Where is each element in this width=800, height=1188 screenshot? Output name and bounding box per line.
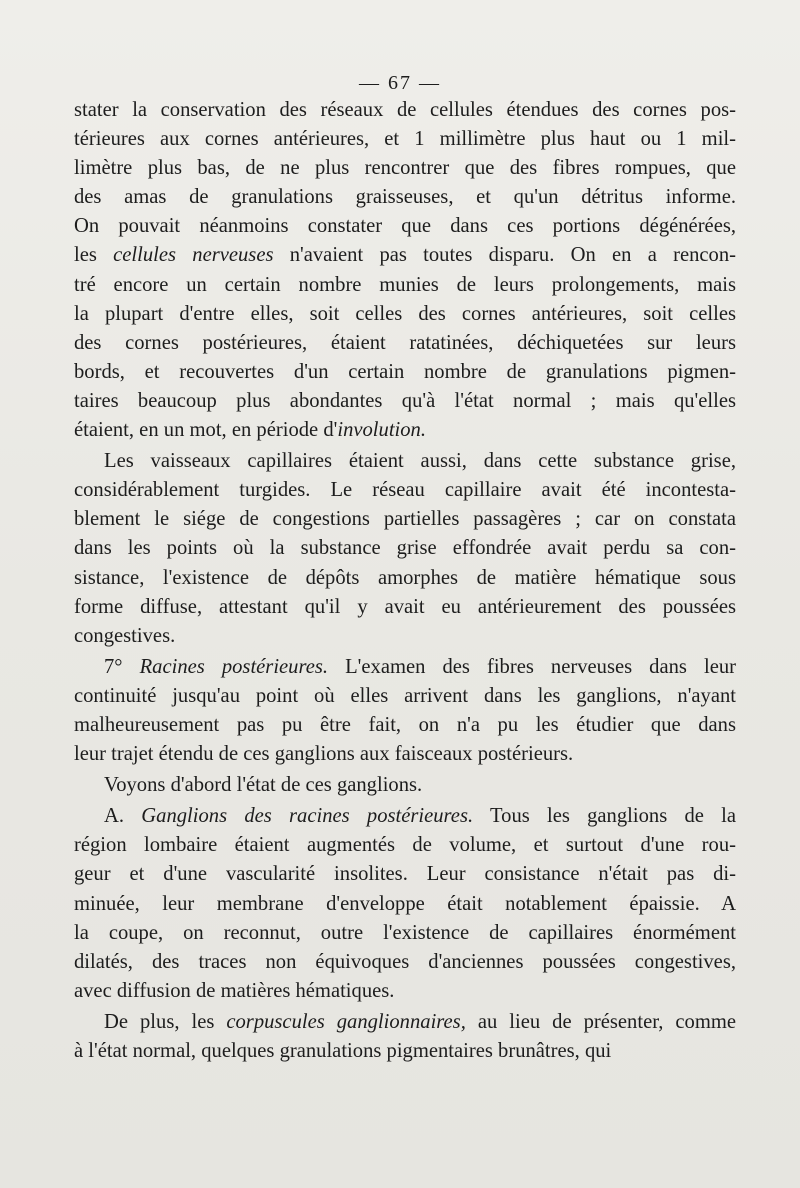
paragraph: [74, 96, 736, 445]
text-line: geur et d'une vascularité insolites. Leur consistance n'était pas di-: [74, 863, 736, 886]
text-line: des cornes postérieures, étaient ratatinées, déchiquetées sur leurs: [74, 331, 736, 354]
text-line: à l'état normal, quelques granulations pigmentaires brunâtres, qui: [74, 1040, 612, 1062]
text-line: les cellules nerveuses n'avaient pas toutes disparu. On en a rencon-: [74, 244, 736, 267]
text-line: la coupe, on reconnut, outre l'existence de capillaires énormément: [74, 921, 736, 944]
paragraph: [74, 653, 736, 769]
text-line: des amas de granulations graisseuses, et qu'un détritus informe.: [74, 186, 736, 209]
text-line: considérablement turgides. Le réseau capillaire avait été incontesta-: [74, 479, 736, 502]
paragraph: [74, 802, 736, 1006]
text-line: limètre plus bas, de ne plus rencontrer que des fibres rompues, que: [74, 157, 736, 180]
text-line: De plus, les corpuscules ganglionnaires, au lieu de présenter, comme: [104, 1010, 736, 1033]
text-line: Voyons d'abord l'état de ces ganglions.: [104, 774, 423, 797]
page-number: — 67 —: [359, 72, 441, 94]
text-line: A. Ganglions des racines postérieures. Tous les ganglions de la: [104, 805, 736, 828]
text-line: stater la conservation des réseaux de cellules étendues des cornes pos-: [74, 99, 736, 121]
text-line: malheureusement pas pu être fait, on n'a pu les étudier que dans: [74, 713, 736, 736]
italic-term: corpuscules ganglionnaires,: [226, 1010, 466, 1033]
paragraph: [74, 1008, 736, 1066]
text-line: bords, et recouvertes d'un certain nombre de granulations pigmen-: [74, 360, 736, 383]
text-line: avec diffusion de matières hématiques.: [74, 979, 395, 1002]
text-line: région lombaire étaient augmentés de volume, et surtout d'une rou-: [74, 834, 736, 857]
text-line: dilatés, des traces non équivoques d'anciennes poussées congestives,: [74, 950, 736, 973]
paragraph: [74, 771, 736, 800]
text-line: congestives.: [74, 624, 176, 647]
text-line: térieures aux cornes antérieures, et 1 millimètre plus haut ou 1 mil-: [74, 128, 736, 151]
text-line: On pouvait néanmoins constater que dans ces portions dégénérées,: [74, 215, 736, 238]
italic-term: cellules nerveuses: [113, 244, 274, 267]
text-line: continuité jusqu'au point où elles arrivent dans les ganglions, n'ayant: [74, 684, 736, 707]
text-line: 7° Racines postérieures. L'examen des fibres nerveuses dans leur: [104, 655, 736, 678]
text-line: forme diffuse, attestant qu'il y avait eu antérieurement des poussées: [74, 595, 736, 618]
text-line: dans les points où la substance grise effondrée avait perdu sa con-: [74, 537, 736, 560]
italic-term: involution.: [337, 419, 427, 442]
italic-term: Ganglions des racines postérieures.: [141, 805, 474, 828]
text-line: Les vaisseaux capillaires étaient aussi, dans cette substance grise,: [104, 450, 736, 473]
text-line: la plupart d'entre elles, soit celles des cornes antérieures, soit celles: [74, 302, 736, 325]
italic-term: Racines postérieures.: [139, 655, 329, 678]
text-line: leur trajet étendu de ces ganglions aux faisceaux postérieurs.: [74, 743, 574, 766]
text-line: sistance, l'existence de dépôts amorphes de matière hématique sous: [74, 566, 736, 589]
text-line: tré encore un certain nombre munies de leurs prolongements, mais: [74, 273, 736, 296]
text-line: blement le siége de congestions partielles passagères ; car on constata: [74, 508, 736, 531]
text-line: minuée, leur membrane d'enveloppe était notablement épaissie. A: [74, 892, 736, 915]
body-text: [74, 96, 736, 1066]
text-line: taires beaucoup plus abondantes qu'à l'état normal ; mais qu'elles: [74, 389, 736, 412]
paragraph: [74, 447, 736, 651]
text-line: étaient, en un mot, en période d'involution.: [74, 419, 427, 442]
